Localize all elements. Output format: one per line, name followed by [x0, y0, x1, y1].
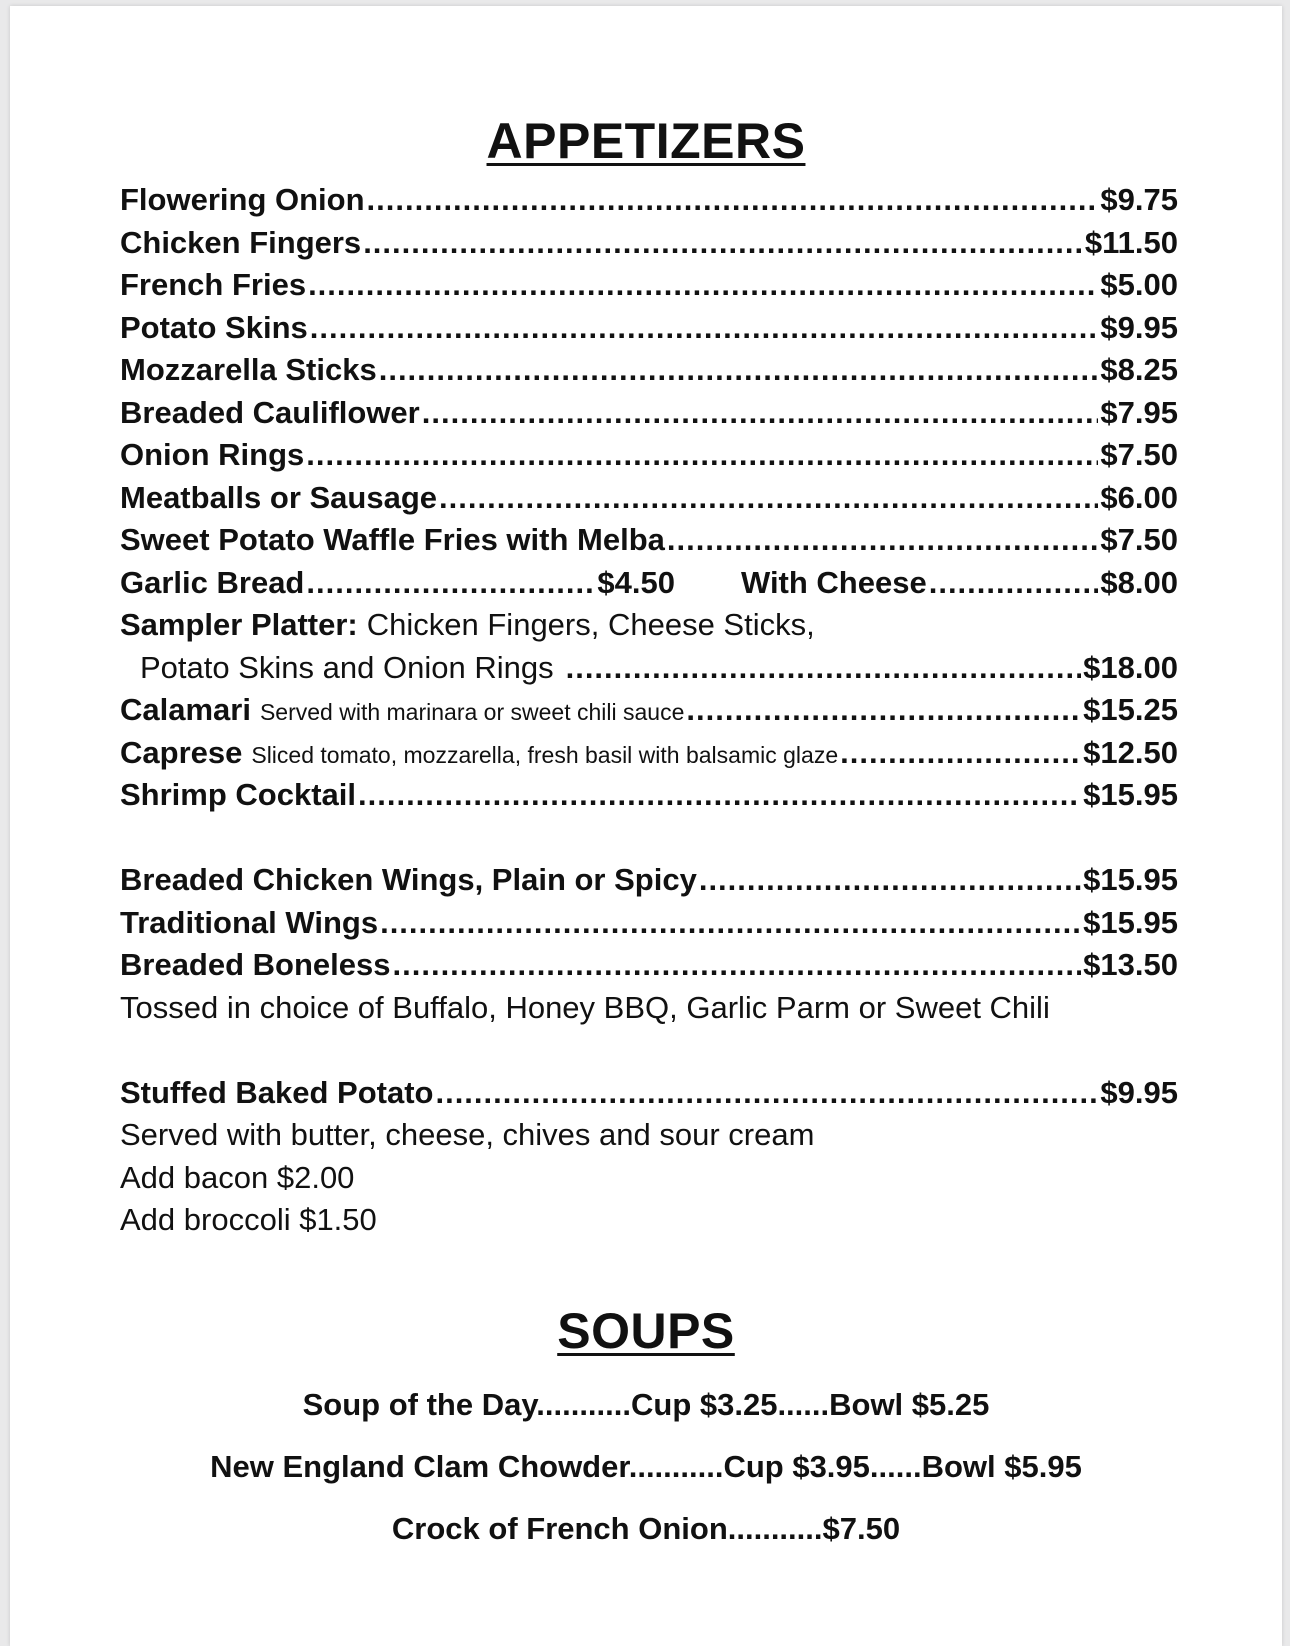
menu-item [120, 222, 1178, 265]
potato-description [120, 1114, 1178, 1157]
item-name: Potato Skins [120, 309, 308, 345]
dot-leader [393, 944, 1082, 987]
item-description: Sliced tomato, mozzarella, fresh basil with balsamic glaze [251, 741, 839, 768]
menu-item [120, 307, 1178, 350]
item-price: $4.50 [597, 564, 675, 600]
dot-leader [380, 902, 1081, 945]
appetizers-heading: APPETIZERS [486, 113, 806, 169]
item-price: $15.95 [1083, 904, 1178, 940]
wings-item [120, 944, 1178, 987]
menu-page [10, 6, 1282, 1646]
caprese-item [120, 732, 1178, 775]
item-name: Sweet Potato Waffle Fries with Melba [120, 522, 665, 557]
dot-leader [363, 222, 1083, 265]
appetizer-list [120, 179, 1178, 1242]
menu-item [120, 392, 1178, 435]
dot-leader [358, 774, 1081, 817]
menu-item [120, 349, 1178, 392]
potato-addon [120, 1199, 1178, 1242]
item-name: Calamari [120, 692, 251, 727]
potato-addon [120, 1157, 1178, 1200]
dot-leader [667, 519, 1099, 562]
garlic-bread-item [120, 562, 1178, 605]
soup-item: Soup of the Day...........Cup $3.25......Bowl $5.25 [302, 1387, 990, 1422]
dot-leader [439, 477, 1098, 520]
cheese-option-name: With Cheese [740, 564, 927, 600]
addon-bacon: Add bacon $2.00 [120, 1159, 355, 1195]
item-price: $12.50 [1083, 734, 1178, 770]
item-name: Sampler Platter: [120, 607, 358, 642]
wings-sauce-note: Tossed in choice of Buffalo, Honey BBQ, Garlic Parm or Sweet Chili [120, 989, 1050, 1025]
potato-item [120, 1072, 1178, 1115]
addon-broccoli: Add broccoli $1.50 [120, 1202, 377, 1237]
item-description: Served with butter, cheese, chives and sour cream [120, 1117, 815, 1152]
dot-leader [435, 1072, 1098, 1115]
item-name: Breaded Boneless [120, 947, 391, 982]
item-price: $9.75 [1100, 182, 1178, 217]
item-price: $15.95 [1083, 777, 1178, 812]
item-name: Shrimp Cocktail [120, 777, 356, 812]
item-price: $7.95 [1100, 394, 1178, 430]
item-name: Breaded Chicken Wings, Plain or Spicy [120, 862, 697, 897]
item-name: Caprese [120, 734, 243, 770]
menu-item [120, 477, 1178, 520]
dot-leader [379, 349, 1099, 392]
item-price: $7.50 [1100, 522, 1178, 557]
soups-heading: SOUPS [557, 1303, 735, 1359]
item-price: $11.50 [1084, 224, 1178, 260]
item-name: Meatballs or Sausage [120, 479, 438, 515]
item-name: Onion Rings [120, 437, 305, 472]
menu-item [120, 179, 1178, 222]
dot-leader [422, 392, 1099, 435]
item-name: Breaded Cauliflower [120, 394, 420, 430]
item-name: Traditional Wings [120, 904, 379, 940]
dot-leader [367, 179, 1099, 222]
dot-leader [306, 434, 1098, 477]
cheese-option-price: $8.00 [1100, 564, 1178, 600]
item-price: $6.00 [1100, 479, 1178, 515]
sampler-item [120, 604, 1178, 647]
item-description: Potato Skins and Onion Rings [140, 649, 554, 685]
item-name: Garlic Bread [120, 564, 305, 600]
dot-leader [566, 647, 1082, 690]
sampler-item-continued [120, 647, 1178, 690]
wings-item [120, 859, 1178, 902]
dot-leader [699, 859, 1081, 902]
item-price: $9.95 [1100, 1074, 1178, 1110]
dot-leader [306, 562, 595, 605]
item-name: Flowering Onion [120, 182, 365, 217]
shrimp-item [120, 774, 1178, 817]
item-price: $15.95 [1083, 862, 1178, 897]
item-price: $15.25 [1083, 692, 1178, 727]
item-name: Mozzarella Sticks [120, 352, 377, 387]
item-name: Chicken Fingers [120, 224, 362, 260]
item-price: $8.25 [1100, 352, 1178, 387]
item-description: Served with marinara or sweet chili sauce [259, 699, 685, 725]
menu-item [120, 519, 1178, 562]
dot-leader [310, 307, 1099, 350]
item-name: French Fries [120, 267, 307, 302]
soup-item: New England Clam Chowder...........Cup $3.95......Bowl $5.95 [210, 1449, 1082, 1484]
item-price: $18.00 [1083, 649, 1178, 685]
item-description: Chicken Fingers, Cheese Sticks, [366, 607, 815, 642]
dot-leader [840, 732, 1081, 775]
section-gap [120, 817, 1178, 860]
menu-item [120, 264, 1178, 307]
dot-leader [929, 562, 1099, 605]
soup-item: Crock of French Onion...........$7.50 [391, 1511, 901, 1546]
item-price: $13.50 [1083, 947, 1178, 982]
item-price: $7.50 [1100, 437, 1178, 472]
item-name: Stuffed Baked Potato [120, 1074, 434, 1110]
dot-leader [686, 689, 1081, 732]
item-price: $9.95 [1100, 309, 1178, 345]
soup-list [10, 1384, 1282, 1570]
calamari-item [120, 689, 1178, 732]
menu-item [120, 434, 1178, 477]
wings-note [120, 987, 1178, 1030]
item-price: $5.00 [1100, 267, 1178, 302]
section-gap [120, 1029, 1178, 1072]
wings-item [120, 902, 1178, 945]
dot-leader [308, 264, 1098, 307]
